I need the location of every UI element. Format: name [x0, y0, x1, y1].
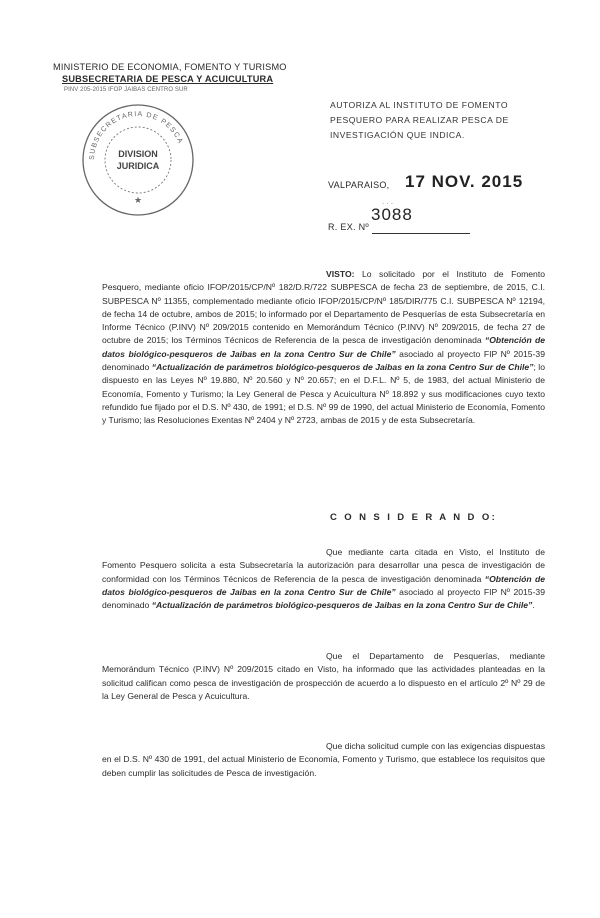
resolution-number-line: [372, 233, 470, 234]
visto-text-2: asociado al proyecto FIP Nº 2015-39 denominado: [102, 348, 545, 373]
resolution-number: 3088: [371, 205, 413, 224]
resolution-number-label: R. EX. Nº: [328, 222, 369, 232]
considerando-heading: C O N S I D E R A N D O:: [330, 512, 498, 523]
subsecretaria-name: SUBSECRETARIA DE PESCA Y ACUICULTURA: [62, 74, 274, 84]
date-dots: . . .: [382, 197, 394, 206]
p3-text: Que dicha solicitud cumple con las exigencias dispuestas en el D.S. Nº 430 de 1991, del actual Ministerio de Economía, Fomento y Turismo, que establece los requisitos que deben cumplir las solicitudes de Pesca de investigación.: [102, 741, 545, 778]
division-juridica-stamp: [78, 100, 198, 220]
svg-text:JURIDICA: JURIDICA: [116, 161, 160, 171]
visto-text-1: Lo solicitado por el Instituto de Fomento Pesquero, mediante oficio IFOP/2015/CP/Nº 182/D.R/722 SUBPESCA de fecha 23 de septiembre, de 2015, C.I. SUBPESCA Nº 11355, complementado mediante oficio IFOP/2015/CP/Nº 185/DIR/775 C.I. SUBPESCA Nº 12194, de fecha 14 de octubre, ambos de 2015; lo informado por el Departamento de Pesquerías de esta Subsecretaría en Informe Técnico (P.INV) Nº 209/2015 contenido en Memorándum Técnico (P.INV) Nº 209/2015, de fecha 27 de octubre de 2015; los Términos Técnicos de Referencia de la pesca de investigación denominada: [102, 269, 545, 346]
visto-paragraph: [102, 268, 545, 428]
p1-title-2: “Actualización de parámetros biológico-pesqueros de Jaibas en la zona Centro Sur de Chile”: [151, 600, 533, 611]
resolution-summary: AUTORIZA AL INSTITUTO DE FOMENTO PESQUERO PARA REALIZAR PESCA DE INVESTIGACIÓN QUE INDICA.: [330, 100, 509, 140]
ministry-name: MINISTERIO DE ECONOMIA, FOMENTO Y TURISMO: [53, 62, 287, 72]
p2-text: Que el Departamento de Pesquerías, mediante Memorándum Técnico (P.INV) Nº 209/2015 citado en Visto, ha informado que las actividades planteadas en la solicitud califican como pesca de investigación de prospección de acuerdo a lo dispuesto en el artículo 2º Nº 29 de la Ley General de Pesca y Acuicultura.: [102, 651, 545, 701]
visto-label: VISTO:: [326, 269, 355, 279]
considerando-paragraph-2: [102, 650, 545, 703]
p1-text-2: asociado al proyecto FIP Nº 2015-39 denominado: [102, 586, 545, 611]
reference-code: PINV 205-2015 IFOP JAIBAS CENTRO SUR: [64, 87, 188, 93]
p1-text-3: .: [532, 600, 535, 611]
stamp-ring-text: SUBSECRETARIA DE PESCA: [88, 110, 184, 161]
visto-title-1: “Obtención de datos biológico-pesqueros de Jaibas en la zona Centro Sur de Chile”: [102, 335, 545, 359]
p1-text-1: Que mediante carta citada en Visto, el Instituto de Fomento Pesquero solicita a esta Subsecretaría la autorización para desarrollar una pesca de investigación de conformidad con los Términos Técnicos de Referencia de la pesca de investigación denominada: [102, 547, 545, 584]
considerando-paragraph-1: [102, 546, 545, 612]
considerando-paragraph-3: [102, 740, 545, 780]
visto-title-2: “Actualización de parámetros biológico-pesqueros de Jaibas en la zona Centro Sur de Chile”: [151, 362, 534, 373]
resolution-date: 17 NOV. 2015: [405, 172, 524, 191]
visto-text-3: ; lo dispuesto en las Leyes Nº 19.880, Nº 20.560 y Nº 20.657; en el D.F.L. Nº 5, de 1983, del actual Ministerio de Economía, Fomento y Turismo; la Ley General de Pesca y Acuicultura Nº 18.892 y sus modificaciones cuyo texto refundido fue fijado por el D.S. Nº 430, de 1991; el D.S. Nº 99 de 1990, del actual Ministerio de Economía, Fomento y Turismo; las Resoluciones Exentas Nº 2404 y Nº 2723, ambas de 2015 y de esta Subsecretaría.: [102, 362, 545, 426]
svg-text:DIVISION: DIVISION: [118, 149, 158, 159]
place-label: VALPARAISO,: [328, 180, 390, 190]
p1-title-1: “Obtención de datos biológico-pesqueros de Jaibas en la zona Centro Sur de Chile”: [102, 573, 545, 597]
svg-text:★: ★: [133, 195, 143, 205]
